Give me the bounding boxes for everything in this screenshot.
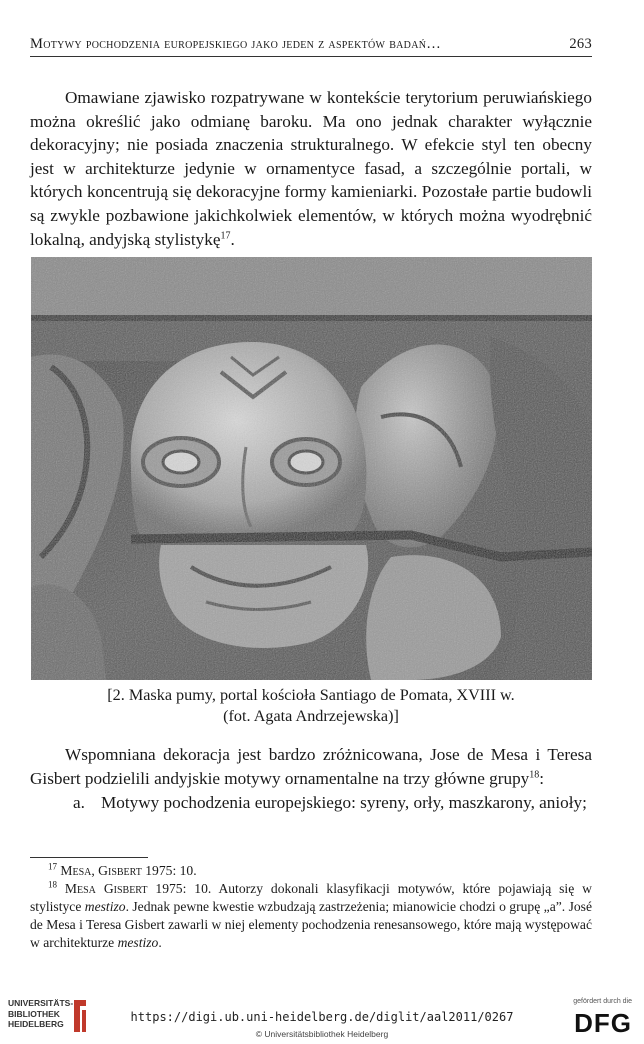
- footnote-18-text-1: 1975: 10. Autorzy dokonali klasyfikacji motywów, które pojawiają się w stylistyce: [30, 881, 592, 914]
- footnotes: [30, 862, 592, 952]
- footnote-17-number: 17: [48, 861, 57, 872]
- footnote-18-emphasis-1: mestizo: [84, 899, 126, 914]
- footnote-18-number: 18: [48, 879, 57, 890]
- library-line-2: BIBLIOTHEK: [8, 1008, 60, 1019]
- footnote-rule: [30, 857, 148, 858]
- paragraph-2-suffix: :: [539, 768, 545, 788]
- funded-by-label: gefördert durch die: [573, 998, 632, 1005]
- paragraph-2: [30, 743, 592, 790]
- paragraph-2-text: Wspomniana dekoracja jest bardzo zróżnicowana, Jose de Mesa i Teresa Gisbert podzielili andyjskie motywy ornamentalne na trzy główne grupy: [30, 745, 592, 788]
- figure-caption: [30, 685, 592, 727]
- footnote-17-author: Mesa, Gisbert: [60, 863, 142, 878]
- list-item-a-text: Motywy pochodzenia europejskiego: syreny, orły, maszkarony, anioły;: [101, 793, 587, 812]
- page-number: 263: [569, 36, 592, 52]
- list-item-a: [30, 791, 592, 839]
- source-url-link[interactable]: https://digi.ub.uni-heidelberg.de/diglit/aal2011/0267: [130, 1010, 514, 1024]
- paragraph-1-text: Omawiane zjawisko rozpatrywane w kontekście terytorium peruwiańskiego można określić jako odmianę baroku. Ma ono jednak charakter wyłącznie dekoracyjny; nie posiada znaczenia strukturalnego. W efekcie styl ten obecny jest w architekturze jedynie w ornamentyce fasad, a szczególnie portali, w których koncentrują się dekoracyjne formy kamieniarki. Pozostałe partie budowli są zwykle pozbawione jakichkolwiek elementów, w których można wyodrębnić lokalną, andyjską stylistykę: [30, 88, 592, 249]
- footnote-ref-18[interactable]: 18: [529, 768, 540, 780]
- footnote-18-author: Mesa Gisbert: [64, 881, 148, 896]
- running-head: [30, 36, 592, 53]
- footnote-18-emphasis-2: mestizo: [117, 935, 159, 950]
- list-marker-a: a.: [73, 793, 85, 812]
- running-head-title: Motywy pochodzenia europejskiego jako jeden z aspektów badań…: [30, 36, 442, 52]
- copyright-notice: © Universitätsbibliothek Heidelberg: [255, 1029, 389, 1039]
- footnote-18: [30, 880, 592, 952]
- footer-bar: [0, 992, 644, 1044]
- footnote-17-text: 1975: 10.: [141, 863, 197, 878]
- header-rule: [30, 56, 592, 57]
- footnote-17: [30, 862, 592, 880]
- puma-mask-photo: [31, 257, 592, 680]
- caption-line-2: (fot. Agata Andrzejewska)]: [223, 707, 399, 725]
- paragraph-1: Omawiane zjawisko rozpatrywane w kontekście terytorium peruwiańskiego można określić jako odmianę baroku. Ma ono jednak charakter wyłącznie dekoracyjny; nie posiada znaczenia strukturalnego. W efekcie styl ten obecny jest w architekturze jedynie w ornamentyce fasad, a szczególnie portali, w których koncentrują się dekoracyjne formy kamieniarki. Pozostałe partie budowli są zwykle pozbawione jakichkolwiek elementów, w których można wyodrębnić lokalną, andyjską stylistykę$^{17}$.: [30, 88, 592, 249]
- library-line-3: HEIDELBERG: [8, 1019, 64, 1029]
- footnote-18-text-3: .: [158, 935, 162, 950]
- dfg-logo[interactable]: DFG: [574, 1008, 632, 1038]
- footnote-ref-17[interactable]: 17: [220, 229, 231, 241]
- footnote-18-text-2: . Jednak pewne kwestie wzbudzają zastrzeżenia; mianowicie chodzi o grupę „a”. José de Mesa i Teresa Gisbert zawarli w niej elementy pochodzenia renesansowego, które mają występować w architekturze: [30, 899, 593, 950]
- library-line-1: UNIVERSITÄTS-: [8, 998, 74, 1008]
- figure-photo-puma-mask: [31, 257, 592, 680]
- caption-line-1: [2. Maska pumy, portal kościoła Santiago de Pomata, XVIII w.: [107, 686, 515, 704]
